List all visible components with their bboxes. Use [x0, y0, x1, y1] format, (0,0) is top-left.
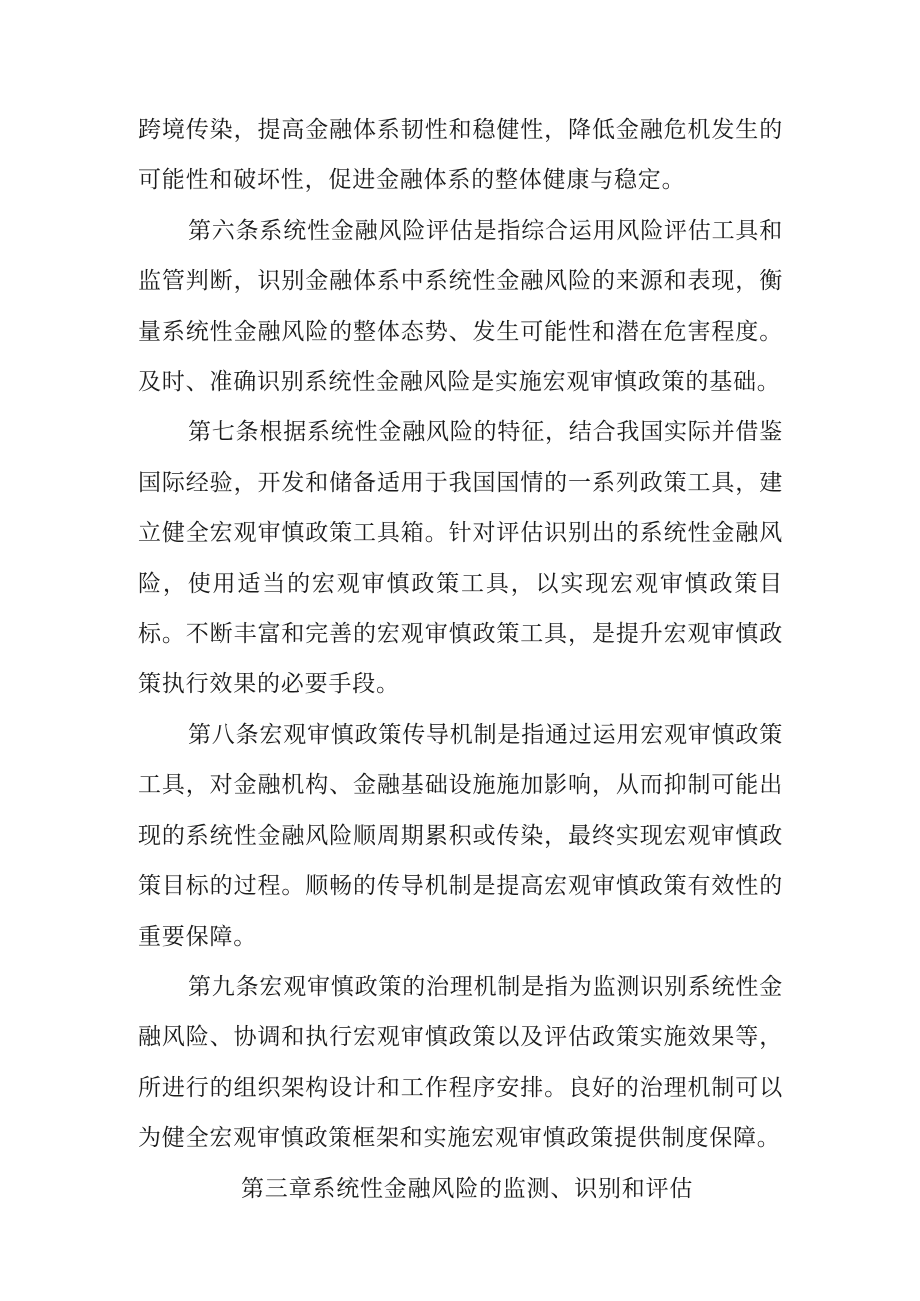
- document-body: [138, 105, 783, 1214]
- paragraph-article-8: 第八条宏观审慎政策传导机制是指通过运用宏观审慎政策工具，对金融机构、金融基础设施施加影响，从而抑制可能出现的系统性金融风险顺周期累积或传染，最终实现宏观审慎政策目标的过程。顺畅的传导机制是提高宏观审慎政策有效性的重要保障。: [138, 721, 783, 950]
- paragraph-continuation: 跨境传染，提高金融体系韧性和稳健性，降低金融危机发生的可能性和破坏性，促进金融体系的整体健康与稳定。: [138, 117, 783, 194]
- chapter-heading: 第三章系统性金融风险的监测、识别和评估: [241, 1175, 694, 1202]
- paragraph-article-9: 第九条宏观审慎政策的治理机制是指为监测识别系统性金融风险、协调和执行宏观审慎政策以及评估政策实施效果等，所进行的组织架构设计和工作程序安排。良好的治理机制可以为健全宏观审慎政策框架和实施宏观审慎政策提供制度保障。: [138, 973, 783, 1152]
- paragraph-article-7: 第七条根据系统性金融风险的特征，结合我国实际并借鉴国际经验，开发和储备适用于我国国情的一系列政策工具，建立健全宏观审慎政策工具箱。针对评估识别出的系统性金融风险，使用适当的宏观审慎政策工具，以实现宏观审慎政策目标。不断丰富和完善的宏观审慎政策工具，是提升宏观审慎政策执行效果的必要手段。: [138, 419, 783, 698]
- paragraph-article-6: 第六条系统性金融风险评估是指综合运用风险评估工具和监管判断，识别金融体系中系统性金融风险的来源和表现，衡量系统性金融风险的整体态势、发生可能性和潜在危害程度。及时、准确识别系统性金融风险是实施宏观审慎政策的基础。: [138, 217, 783, 396]
